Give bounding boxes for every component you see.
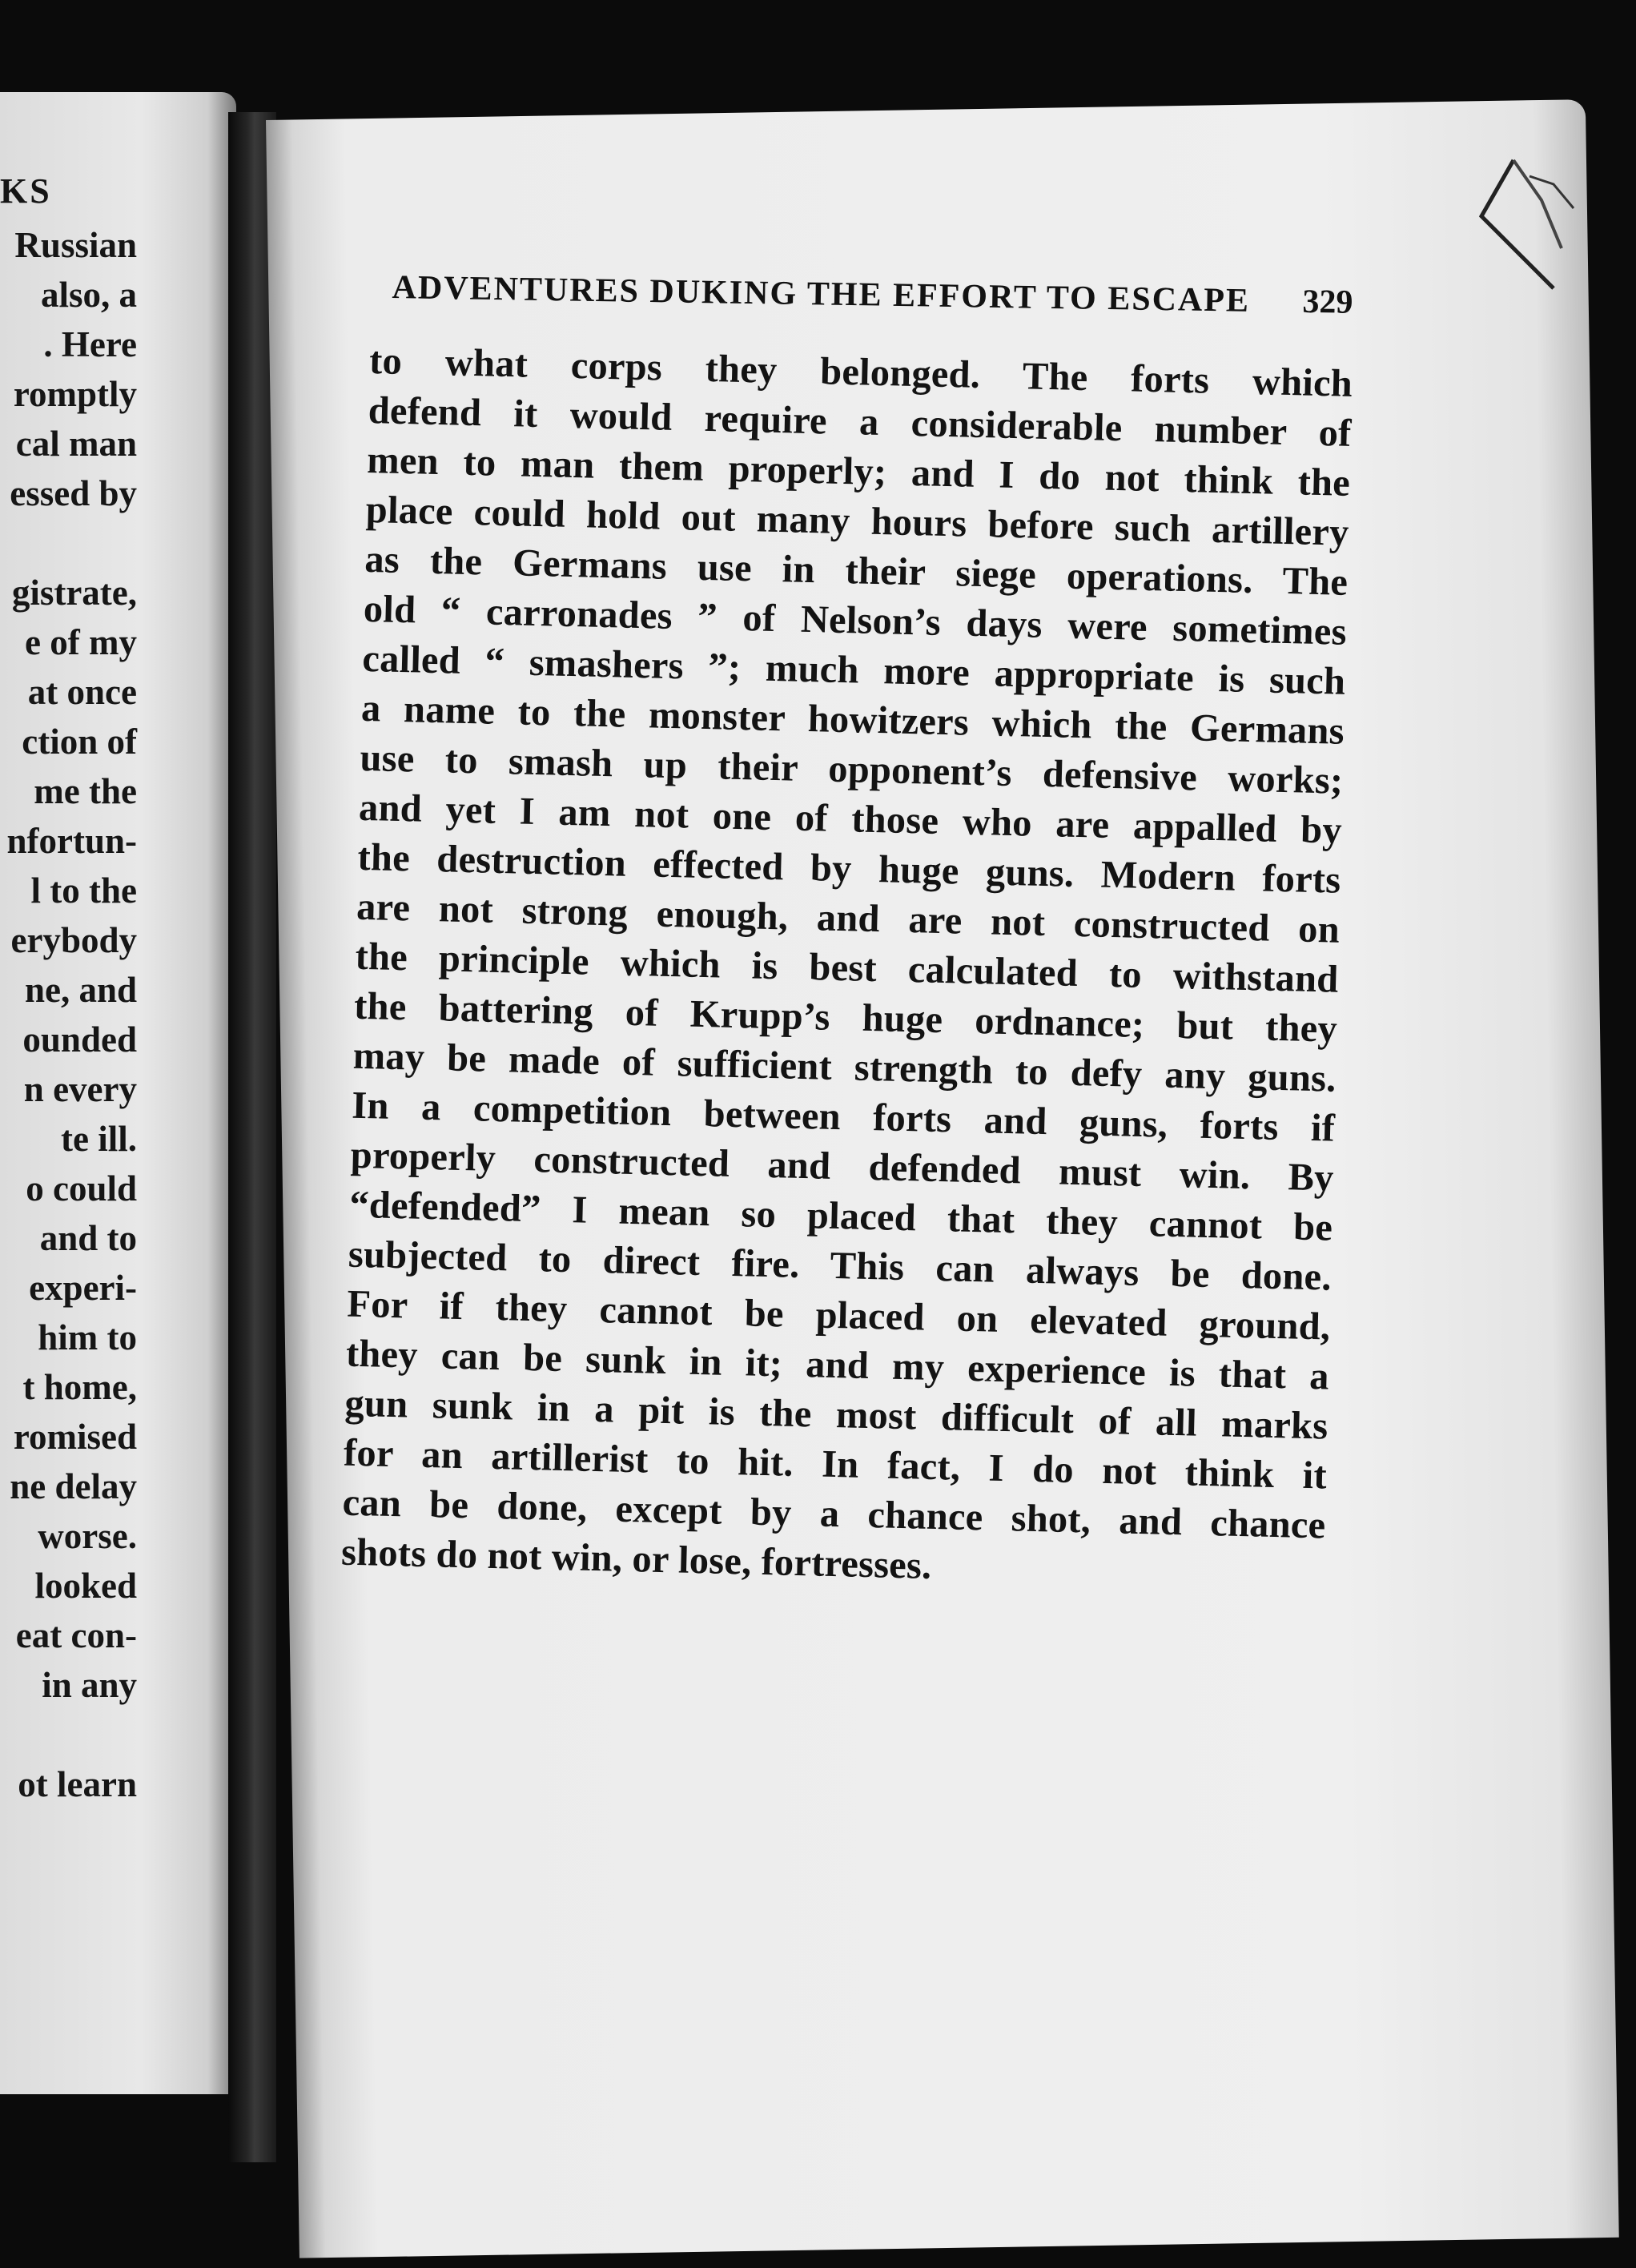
left-page-line (6, 1710, 137, 1759)
left-page-line: and to (39, 1218, 137, 1258)
body-text-line: subjected to direct fire. This can always be done. (348, 1233, 1333, 1299)
left-page-line: ounded (22, 1019, 137, 1060)
left-page-line: ction of (22, 722, 137, 762)
body-text-line: shots do not win, or lose, fortresses. (340, 1530, 933, 1587)
body-text-line: old “ carronades ” of Nelson’s days were sometimes (363, 587, 1348, 653)
left-page-line: romised (13, 1417, 137, 1457)
left-page-line: romptly (13, 374, 137, 414)
body-text-line: the principle which is best calculated to withstand (355, 935, 1340, 1001)
book-binding-gutter (228, 112, 276, 2162)
page-number: 329 (1302, 283, 1353, 321)
body-text-line: a name to the monster howitzers which the Germans (360, 686, 1345, 753)
body-text (340, 336, 1353, 1601)
left-running-head-fragment: KS (0, 171, 52, 211)
body-text-line: use to smash up their opponent’s defensive works; (359, 736, 1344, 802)
body-text-line: gun sunk in a pit is the most difficult of all marks (344, 1381, 1328, 1448)
body-text-line: to what corps they belonged. The forts which (368, 339, 1353, 405)
left-page-line: e of my (25, 622, 137, 662)
body-text-line: and yet I am not one of those who are appalled by (358, 786, 1343, 852)
left-page-lines (6, 220, 137, 1809)
page-corner-fold-icon (1465, 152, 1578, 296)
body-text-line: In a competition between forts and guns, forts if (351, 1084, 1336, 1150)
body-text-line: the destruction effected by huge guns. Modern forts (357, 835, 1341, 902)
left-page-line: t home, (22, 1367, 137, 1407)
left-page-line: me the (34, 771, 137, 811)
left-page-line: in any (42, 1665, 137, 1705)
left-page-line: nfortun- (6, 821, 137, 861)
body-text-line: may be made of sufficient strength to defy any guns. (352, 1034, 1337, 1100)
left-page-line: cal man (15, 424, 137, 464)
body-text-line: can be done, except by a chance shot, and chance (342, 1481, 1326, 1547)
left-page-line: ne, and (24, 970, 137, 1010)
left-page-line: gistrate, (11, 573, 137, 613)
left-page-line: Russian (14, 225, 137, 265)
running-title: ADVENTURES DUKING THE EFFORT TO ESCAPE (392, 268, 1251, 320)
left-page-line: at once (27, 672, 137, 712)
left-page-line: erybody (10, 920, 137, 960)
left-page-line: worse. (38, 1516, 137, 1556)
left-page-line: n every (23, 1069, 137, 1109)
body-text-line: are not strong enough, and are not constructed on (356, 885, 1341, 951)
left-page-line: looked (34, 1566, 137, 1606)
body-text-line: For if they cannot be placed on elevated ground, (346, 1282, 1331, 1349)
left-page-line: te ill. (61, 1119, 137, 1159)
left-page-line: ot learn (18, 1764, 137, 1804)
body-text-line: for an artillerist to hit. In fact, I do not think it (343, 1431, 1328, 1498)
left-page-line: essed by (10, 473, 137, 513)
left-page-line: also, a (40, 275, 137, 315)
left-page-line: ne delay (10, 1466, 137, 1506)
body-text-line: they can be sunk in it; and my experience is that a (345, 1332, 1330, 1398)
body-text-line: the battering of Krupp’s huge ordnance; but they (353, 984, 1338, 1051)
left-page-text (0, 0, 236, 2268)
body-text-line: called “ smashers ”; much more appropriate is such (361, 637, 1346, 703)
left-page-line: l to the (30, 871, 137, 911)
body-text-line: men to man them properly; and I do not think the (366, 438, 1351, 505)
left-page-line: . Here (43, 324, 137, 364)
left-page-line (6, 518, 137, 568)
body-text-line: as the Germans use in their siege operations. The (364, 537, 1349, 604)
body-text-line: place could hold out many hours before such artillery (365, 488, 1350, 554)
left-page-line: eat con- (15, 1615, 137, 1655)
body-text-line: defend it would require a considerable number of (368, 388, 1353, 455)
body-text-line: properly constructed and defended must win. By (350, 1133, 1335, 1200)
left-page-line: o could (26, 1168, 137, 1208)
left-page-line: him to (38, 1317, 137, 1357)
left-page-line: experi- (29, 1268, 137, 1308)
body-text-line: “defended” I mean so placed that they cannot be (348, 1183, 1333, 1249)
